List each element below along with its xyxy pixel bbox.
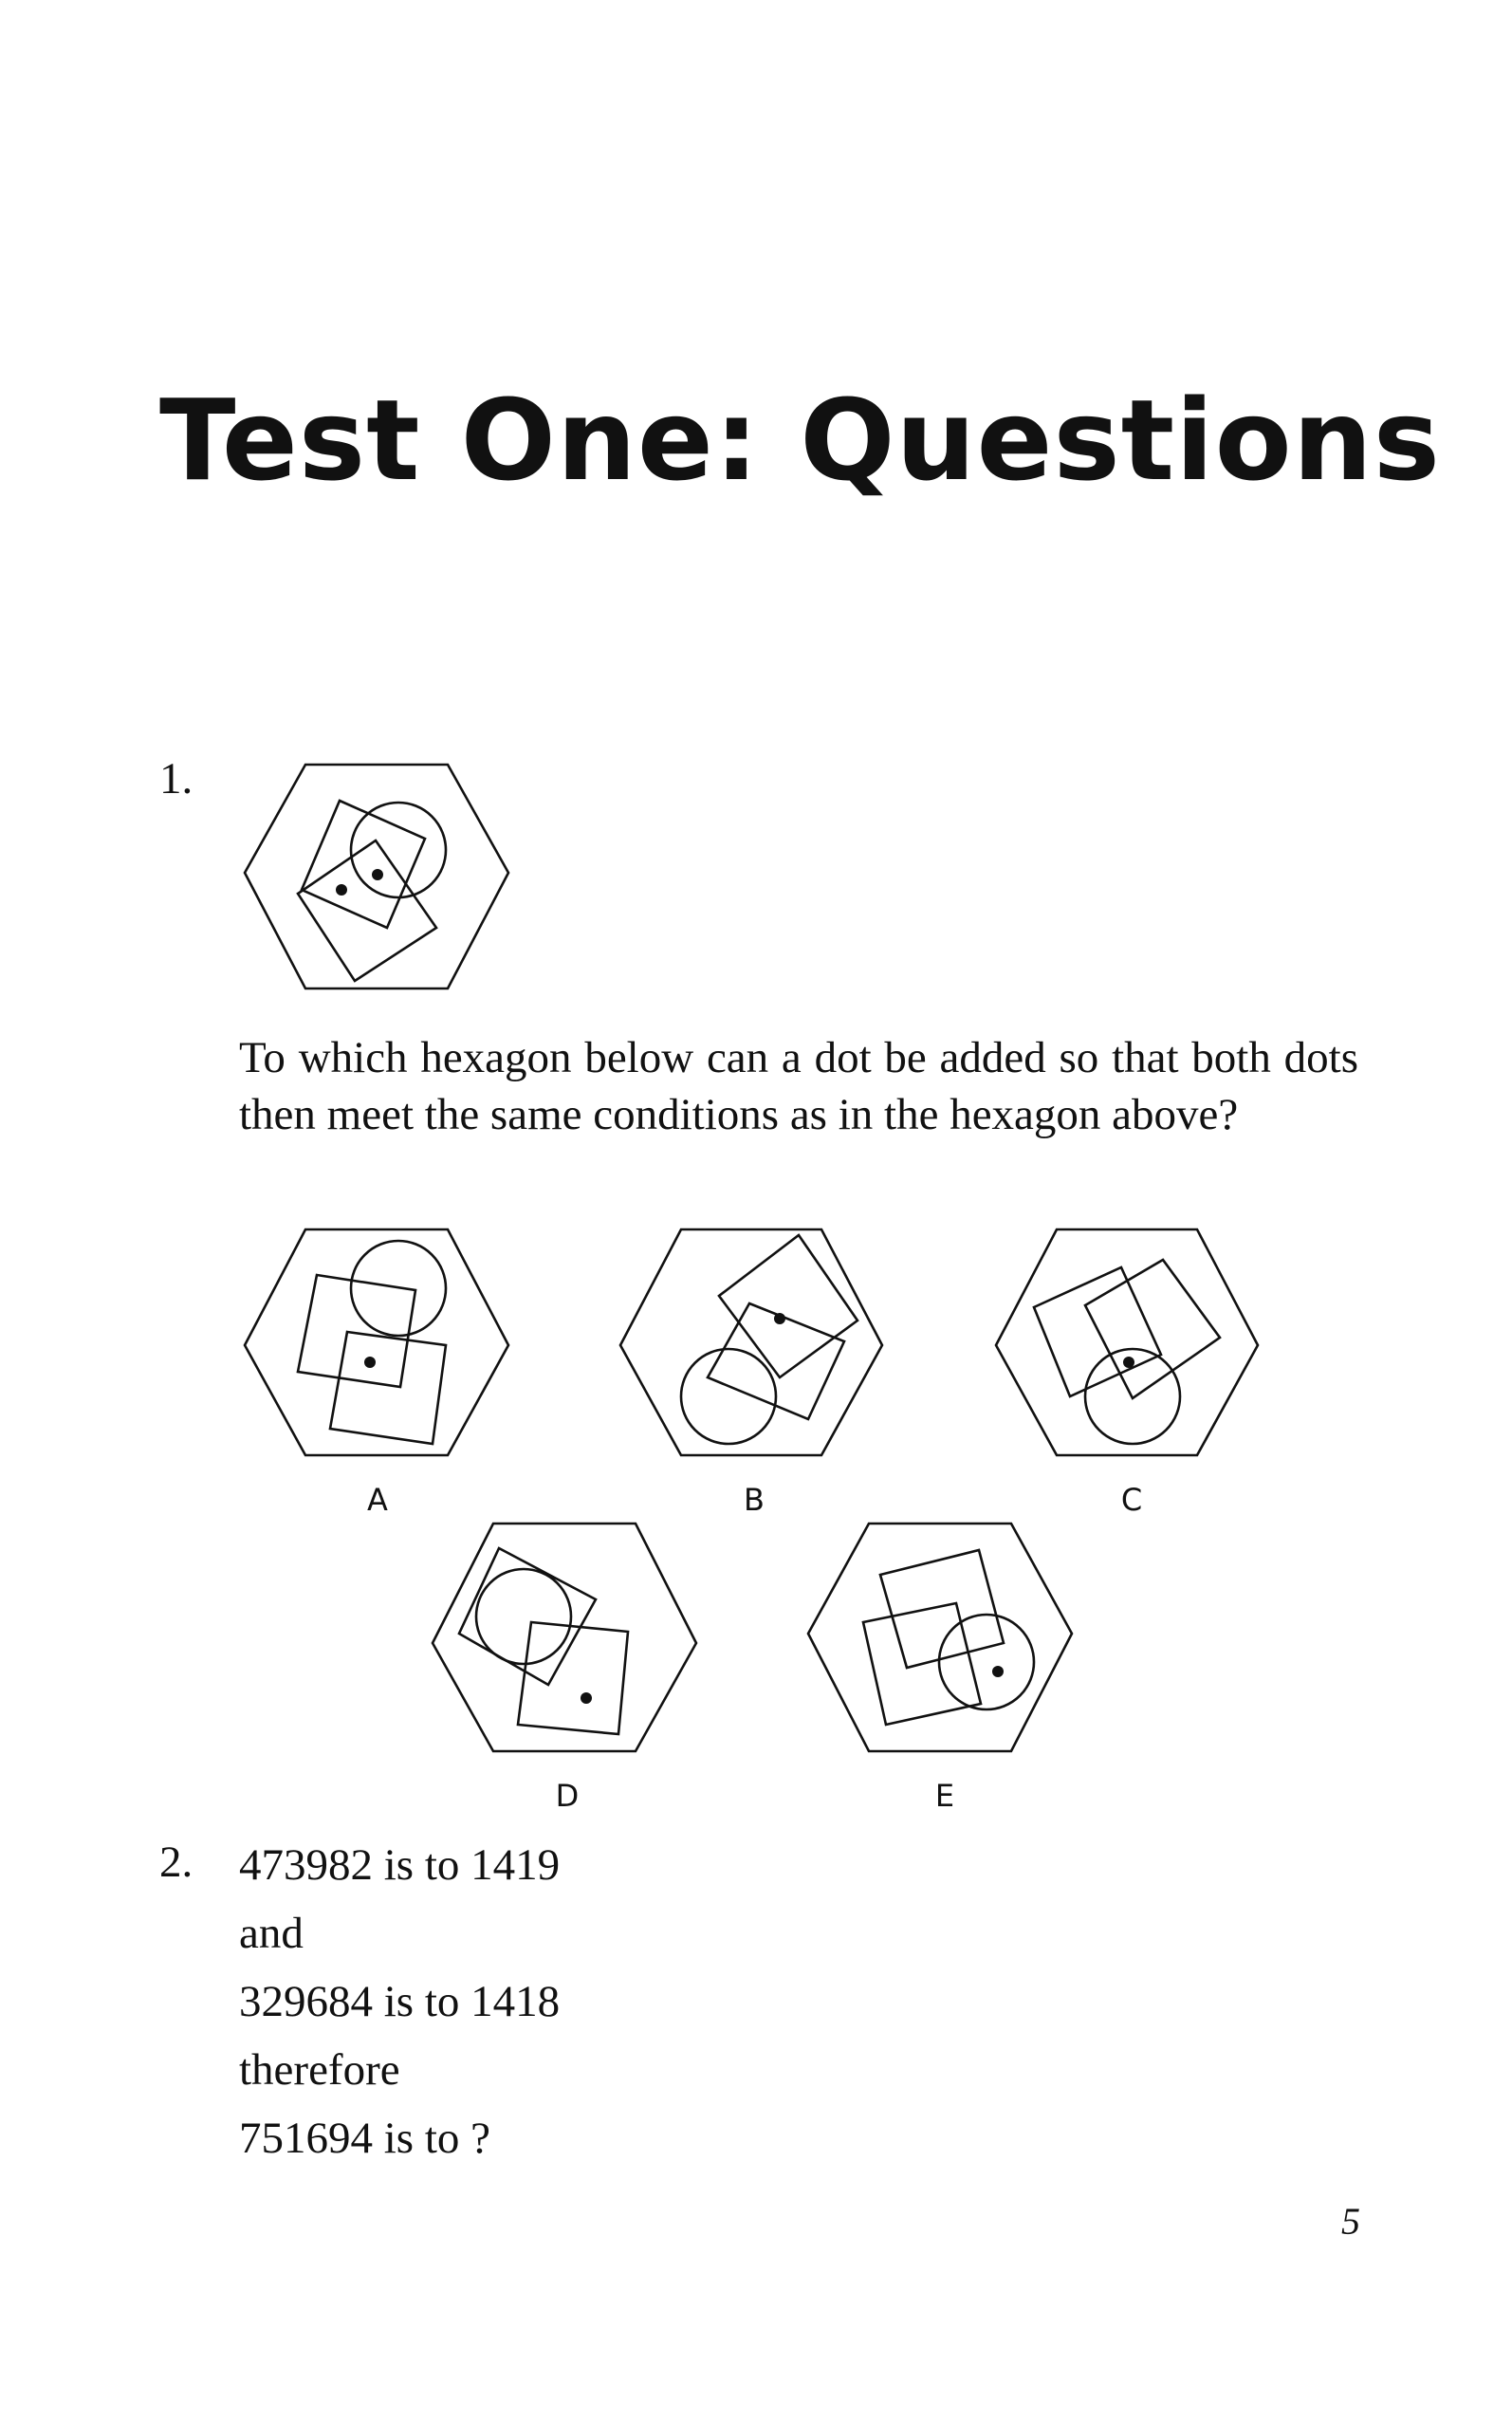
option-e-circle [939, 1615, 1034, 1709]
option-e-dot [992, 1666, 1004, 1677]
question-1-prompt: To which hexagon below can a dot be added so that both dots then meet the same conditions as in the hexagon above? [239, 1033, 1358, 1139]
option-c-square-2 [1085, 1260, 1220, 1398]
option-c-label: C [1120, 1482, 1143, 1518]
option-a-dot [364, 1357, 376, 1368]
option-a-square-1 [298, 1275, 415, 1387]
question-2-body [239, 1831, 560, 2172]
question-1-number: 1. [159, 754, 194, 804]
option-c-dot [1123, 1357, 1134, 1368]
option-d-label: D [555, 1778, 580, 1814]
page-title: Test One: Questions [159, 375, 1441, 506]
reference-hexagon-figure [245, 765, 508, 988]
option-a-hexagon [245, 1229, 508, 1455]
option-e-hexagon [808, 1524, 1072, 1751]
reference-dot-1 [336, 884, 347, 896]
question-2-number: 2. [159, 1838, 194, 1887]
option-a-square-2 [330, 1332, 446, 1444]
reference-dot-2 [372, 869, 383, 880]
option-d-hexagon [433, 1524, 696, 1751]
question-2-line: 751694 is to ? [239, 2114, 491, 2163]
question-2-line: 329684 is to 1418 [239, 1977, 561, 2026]
option-d-circle [476, 1569, 571, 1664]
option-b-label: B [744, 1482, 765, 1518]
option-e-label: E [934, 1778, 955, 1814]
option-d-figure[interactable] [433, 1524, 696, 1814]
option-c-figure[interactable] [996, 1229, 1258, 1518]
option-e-figure[interactable] [808, 1524, 1072, 1814]
reference-circle [351, 803, 446, 897]
option-b-dot [774, 1313, 785, 1324]
option-d-dot [581, 1692, 592, 1704]
question-2-line: and [239, 1909, 304, 1958]
option-b-circle [681, 1349, 776, 1444]
page-number: 5 [1341, 2200, 1360, 2243]
option-a-figure[interactable] [245, 1229, 508, 1518]
option-e-square-1 [880, 1550, 1004, 1668]
option-a-label: A [367, 1482, 388, 1518]
question-2-line: therefore [239, 2045, 400, 2095]
option-b-figure[interactable] [620, 1229, 882, 1518]
option-c-hexagon [996, 1229, 1258, 1455]
question-2-line: 473982 is to 1419 [239, 1840, 561, 1890]
